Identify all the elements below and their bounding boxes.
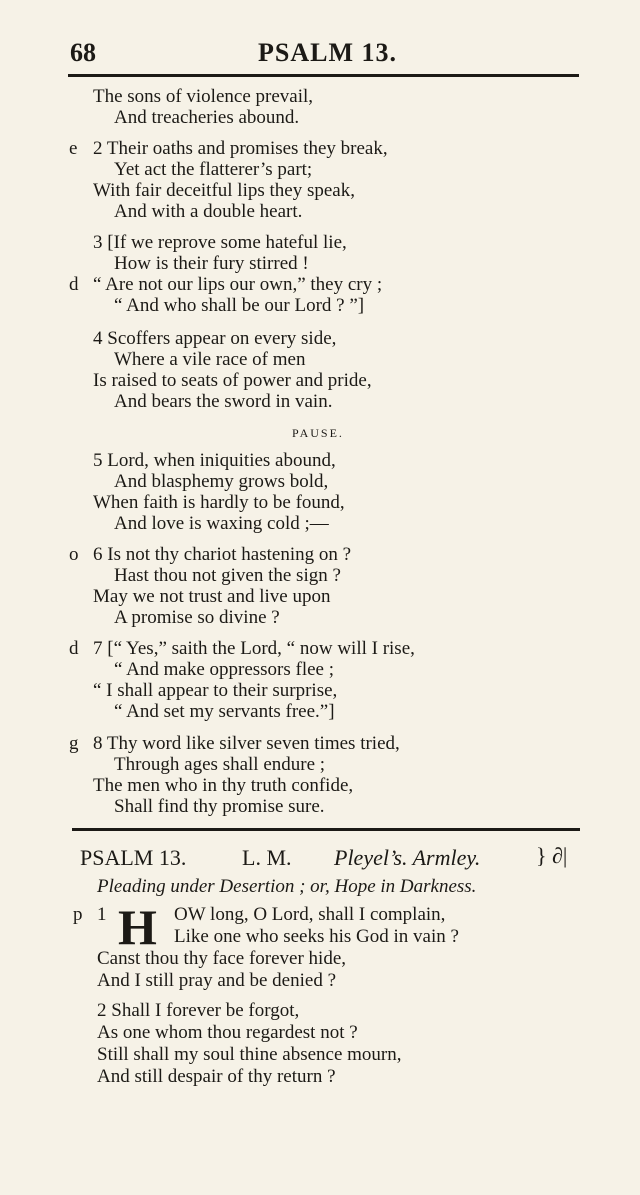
verse-line: How is their fury stirred ! bbox=[114, 253, 309, 274]
verse-line: Is raised to seats of power and pride, bbox=[93, 370, 372, 391]
header-rule bbox=[68, 74, 579, 77]
verse-line: Through ages shall endure ; bbox=[114, 754, 326, 775]
tune-names: Pleyel’s. Armley. bbox=[334, 845, 481, 870]
drop-cap: H bbox=[118, 899, 157, 955]
dynamic-mark: g bbox=[69, 733, 79, 754]
page-number: 68 bbox=[70, 38, 96, 67]
section-rule bbox=[72, 828, 580, 831]
verse-line: Like one who seeks his God in vain ? bbox=[174, 926, 459, 947]
verse-line: “ I shall appear to their surprise, bbox=[93, 680, 338, 701]
verse-line: OW long, O Lord, shall I complain, bbox=[174, 904, 446, 925]
verse-line: Yet act the flatterer’s part; bbox=[114, 159, 313, 180]
verse-line: Still shall my soul thine absence mourn, bbox=[97, 1044, 402, 1065]
verse-line: The men who in thy truth confide, bbox=[93, 775, 354, 796]
bracket-mark: } ∂| bbox=[536, 843, 568, 868]
dynamic-mark: e bbox=[69, 138, 78, 159]
verse-line: And still despair of thy return ? bbox=[97, 1066, 336, 1087]
verse-line: Hast thou not given the sign ? bbox=[114, 565, 341, 586]
verse-line: And with a double heart. bbox=[114, 201, 303, 222]
verse-line: 4 Scoffers appear on every side, bbox=[93, 328, 337, 349]
pause-label: PAUSE. bbox=[292, 426, 344, 440]
verse-line: “ And set my servants free.”] bbox=[114, 701, 335, 722]
verse-line: With fair deceitful lips they speak, bbox=[93, 180, 355, 201]
verse-line: Shall find thy promise sure. bbox=[114, 796, 325, 817]
verse-line: Where a vile race of men bbox=[114, 349, 306, 370]
verse-line: When faith is hardly to be found, bbox=[93, 492, 345, 513]
verse-line: And bears the sword in vain. bbox=[114, 391, 333, 412]
verse-line: 5 Lord, when iniquities abound, bbox=[93, 450, 336, 471]
verse-line: 8 Thy word like silver seven times tried, bbox=[93, 733, 400, 754]
verse-line: 2 Their oaths and promises they break, bbox=[93, 138, 388, 159]
page-title: PSALM 13. bbox=[258, 38, 397, 67]
dynamic-mark: d bbox=[69, 638, 79, 659]
psalm-subtitle: Pleading under Desertion ; or, Hope in Darkness. bbox=[97, 876, 477, 897]
verse-line: And love is waxing cold ;— bbox=[114, 513, 329, 534]
dynamic-mark: d bbox=[69, 274, 79, 295]
verse-line: A promise so divine ? bbox=[114, 607, 280, 628]
verse-line: May we not trust and live upon bbox=[93, 586, 331, 607]
psalm-heading: PSALM 13. bbox=[80, 845, 187, 870]
verse-line: 2 Shall I forever be forgot, bbox=[97, 1000, 300, 1021]
verse-line: “ And who shall be our Lord ? ”] bbox=[114, 295, 365, 316]
verse-line: And I still pray and be denied ? bbox=[97, 970, 337, 991]
verse-line: Canst thou thy face forever hide, bbox=[97, 948, 347, 969]
verse-line: “ And make oppressors flee ; bbox=[114, 659, 335, 680]
verse-number: 1 bbox=[97, 904, 107, 925]
verse-line: 7 [“ Yes,” saith the Lord, “ now will I rise, bbox=[93, 638, 415, 659]
verse-line: “ Are not our lips our own,” they cry ; bbox=[93, 274, 383, 295]
verse-line: And blasphemy grows bold, bbox=[114, 471, 329, 492]
verse-line: And treacheries abound. bbox=[114, 107, 300, 128]
verse-line: The sons of violence prevail, bbox=[93, 86, 314, 107]
dynamic-mark: o bbox=[69, 544, 79, 565]
verse-line: 3 [If we reprove some hateful lie, bbox=[93, 232, 347, 253]
verse-line: As one whom thou regardest not ? bbox=[97, 1022, 358, 1043]
dynamic-mark: p bbox=[73, 904, 83, 925]
verse-line: 6 Is not thy chariot hastening on ? bbox=[93, 544, 352, 565]
meter-label: L. M. bbox=[242, 845, 292, 870]
